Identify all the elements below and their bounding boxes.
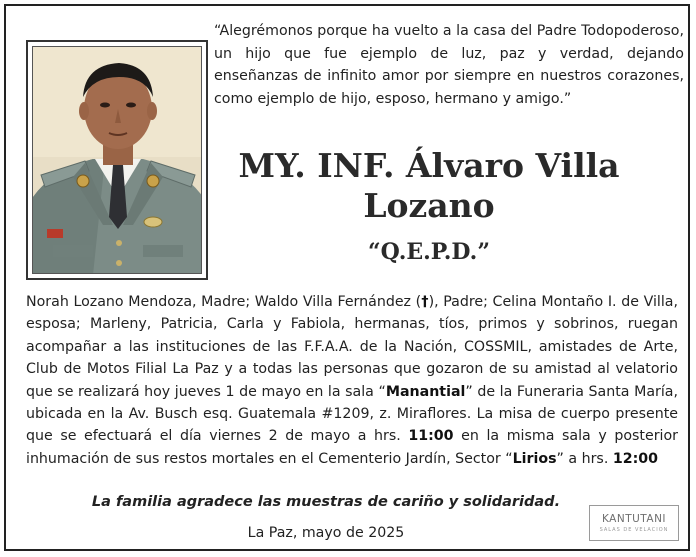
place-date: La Paz, mayo de 2025 bbox=[247, 525, 405, 541]
qepd-heading: “Q.E.P.D.” bbox=[368, 239, 490, 265]
portrait-frame bbox=[26, 40, 208, 280]
deceased-name-line1: MY. INF. Álvaro Villa bbox=[238, 146, 620, 185]
burial-time: 12:00 bbox=[612, 450, 659, 467]
obituary-card bbox=[4, 4, 690, 551]
body-text-4: en la misma sala y posterior inhumación de sus restos mortales en el Cementerio Jardín, Sector “ bbox=[26, 428, 678, 467]
funeral-home-logo bbox=[589, 505, 679, 541]
family-thanks: La familia agradece las muestras de cariño y solidaridad. bbox=[91, 494, 561, 510]
deceased-name bbox=[214, 146, 644, 226]
body-text-3: ” de la Funeraria Santa María, ubicada en la Av. Busch esq. Guatemala #1209, z. Miraflores. La misa de cuerpo presente que se efectuará el día viernes 2 de mayo a hrs. bbox=[26, 383, 678, 445]
deceased-name-line2: Lozano bbox=[363, 186, 495, 225]
portrait-illustration bbox=[33, 47, 202, 274]
body-text-2: ), Padre; Celina Montaño I. de Villa, esposa; Marleny, Patricia, Carla y Fabiola, hermanas, tíos, primos y sobrinos, ruegan acompañar a las instituciones de las F.F.A.A. de la Nación, COSSMIL, amistades de Arte, Club de Motos Filial La Paz y a todas las personas que gozaron de su amistad al velatorio que se realizará hoy jueves 1 de mayo en la sala “ bbox=[26, 294, 679, 400]
sector-name: Lirios bbox=[512, 450, 557, 467]
portrait-photo bbox=[32, 46, 202, 274]
logo-tagline: SALAS DE VELACION bbox=[599, 527, 669, 533]
misa-time: 11:00 bbox=[408, 428, 454, 445]
cross-symbol: † bbox=[421, 294, 429, 310]
logo-name: KANTUTANI bbox=[601, 513, 667, 525]
body-text-5: ” a hrs. bbox=[556, 450, 613, 467]
memorial-quote: “Alegrémonos porque ha vuelto a la casa del Padre Todopoderoso, un hijo que fue ejemplo de luz, paz y verdad, dejando enseñanzas de infinito amor por siempre en nuestros corazones, como ejemplo de hijo, esposo, hermano y amigo.” bbox=[214, 23, 684, 107]
announcement-body bbox=[26, 291, 678, 470]
sala-name: Manantial bbox=[385, 383, 466, 400]
body-text-1: Norah Lozano Mendoza, Madre; Waldo Villa Fernández ( bbox=[26, 294, 422, 310]
